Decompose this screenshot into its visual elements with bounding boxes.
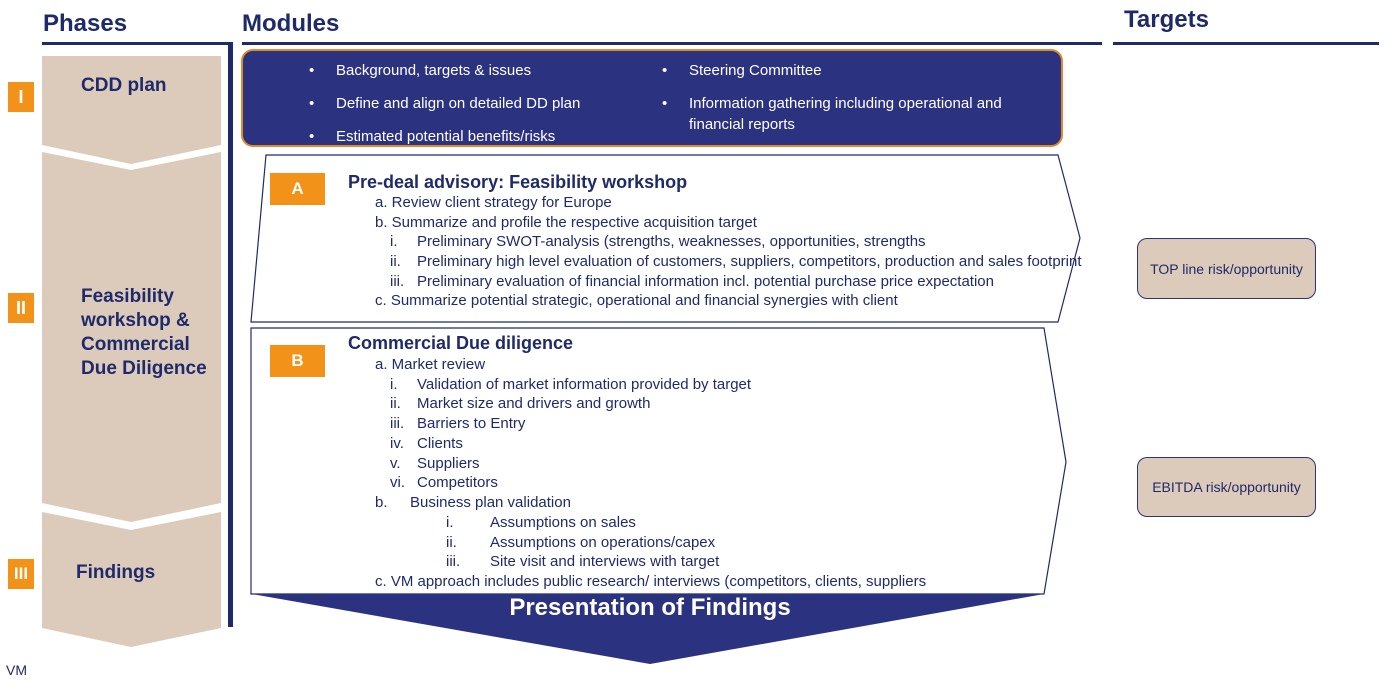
- module-b-line: Validation of market information provided by target: [417, 376, 752, 393]
- module-b-line: Competitors: [417, 474, 498, 491]
- module-b-line: c. VM approach includes public research/ interviews (competitors, clients, suppliers: [375, 573, 927, 590]
- module-b-marker: vi.: [390, 474, 405, 491]
- module-b-title: Commercial Due diligence: [348, 333, 574, 353]
- plan-item: • Steering Committee: [689, 61, 822, 81]
- module-a-line: Preliminary SWOT-analysis (strengths, weaknesses, opportunities, strengths: [417, 233, 926, 250]
- phase-ii-label: [81, 285, 207, 381]
- phase-i-chevron: [42, 56, 221, 164]
- module-b-line: Assumptions on operations/capex: [490, 534, 716, 551]
- phase-ii-label-line: Feasibility: [81, 286, 174, 307]
- modules-header: Modules: [242, 10, 340, 37]
- phase-ii-label-line: workshop &: [81, 310, 190, 331]
- plan-item: • Define and align on detailed DD plan: [336, 94, 580, 114]
- phase-ii-badge: II: [8, 293, 34, 323]
- phase-ii-label-line: Due Diligence: [81, 358, 207, 379]
- phase-iii-badge: III: [8, 559, 34, 589]
- phase-iii-label: Findings: [76, 562, 156, 583]
- phase-i-badge: I: [8, 82, 34, 112]
- module-b-marker: ii.: [446, 534, 457, 551]
- module-b-marker: iii.: [390, 415, 405, 432]
- module-a-marker: i.: [390, 233, 398, 250]
- module-a-marker: ii.: [390, 253, 401, 270]
- target-ebitda: EBITDA risk/opportunity: [1137, 457, 1316, 517]
- module-b-line: Business plan validation: [410, 494, 571, 511]
- module-a-line: a. Review client strategy for Europe: [375, 194, 612, 211]
- cdd-plan-box: [241, 49, 1063, 147]
- phase-i-label: CDD plan: [81, 75, 167, 96]
- module-a-marker: iii.: [390, 273, 405, 290]
- module-b-marker: v.: [390, 455, 401, 472]
- module-a-title: Pre-deal advisory: Feasibility workshop: [348, 172, 688, 192]
- module-b-line: Site visit and interviews with target: [490, 553, 720, 570]
- module-b-marker: ii.: [390, 395, 401, 412]
- module-b-marker: iv.: [390, 435, 404, 452]
- phase-ii-label-line: Commercial: [81, 334, 190, 355]
- module-b-line: Clients: [417, 435, 463, 452]
- target-top-line: TOP line risk/opportunity: [1137, 238, 1316, 299]
- presentation-of-findings: Presentation of Findings: [509, 594, 791, 621]
- module-b-line: Market size and drivers and growth: [417, 395, 651, 412]
- plan-item: • Background, targets & issues: [336, 61, 531, 81]
- module-b-marker: b.: [375, 494, 388, 511]
- module-b-marker: i.: [390, 376, 398, 393]
- footer-vm: VM: [6, 662, 27, 678]
- module-a-line: Preliminary high level evaluation of customers, suppliers, competitors, production and sales footprint: [417, 253, 1082, 270]
- module-a-line: c. Summarize potential strategic, operational and financial synergies with client: [375, 292, 898, 309]
- plan-item: • Estimated potential benefits/risks: [336, 127, 555, 147]
- module-a-line: b. Summarize and profile the respective acquisition target: [375, 214, 757, 231]
- plan-item: • Information gathering including operational and: [689, 94, 1002, 114]
- module-b-badge: B: [270, 345, 325, 377]
- module-b-line: Suppliers: [417, 455, 480, 472]
- module-b-line: Assumptions on sales: [490, 514, 636, 531]
- module-b-line: a. Market review: [375, 356, 486, 373]
- plan-item-continuation: financial reports: [689, 116, 795, 133]
- module-a-badge: A: [270, 173, 325, 205]
- module-b-marker: i.: [446, 514, 454, 531]
- targets-header: Targets: [1124, 6, 1209, 33]
- phases-header: Phases: [43, 10, 128, 37]
- module-b-marker: iii.: [446, 553, 461, 570]
- module-a-line: Preliminary evaluation of financial information incl. potential purchase price expectation: [417, 273, 994, 290]
- module-b-line: Barriers to Entry: [417, 415, 526, 432]
